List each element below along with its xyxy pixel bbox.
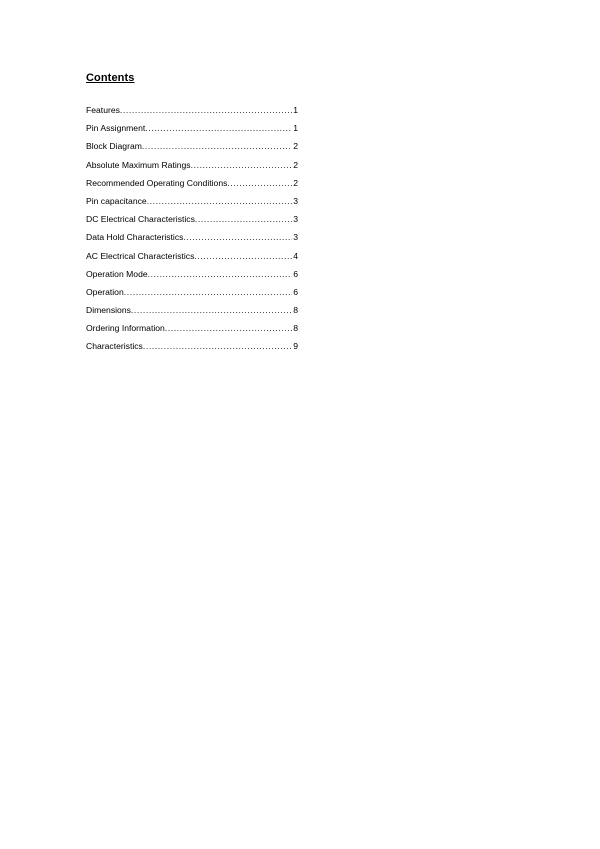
toc-entry-title: Absolute Maximum Ratings — [86, 159, 191, 170]
dot-leader — [143, 337, 292, 355]
toc-entry-title: AC Electrical Characteristics — [86, 250, 195, 261]
toc-entry-page: 2 — [293, 177, 298, 188]
dot-leader — [147, 192, 293, 210]
toc-entry-title: Data Hold Characteristics — [86, 232, 184, 243]
toc-entry-title: Recommended Operating Conditions — [86, 177, 228, 188]
toc-entry-title: Ordering Information — [86, 323, 165, 334]
toc-entry-block-diagram[interactable] — [86, 137, 298, 155]
toc-entry-dimensions[interactable] — [86, 301, 298, 319]
toc-entry-page: 6 — [293, 286, 298, 297]
toc-entry-ac-electrical-characteristics[interactable] — [86, 247, 298, 265]
toc-entry-title: Operation — [86, 286, 124, 297]
toc-entry-features[interactable] — [86, 101, 298, 119]
toc-entry-page: 4 — [293, 250, 298, 261]
toc-entry-data-hold-characteristics[interactable] — [86, 228, 298, 246]
toc-entry-page: 3 — [293, 214, 298, 225]
toc-entry-absolute-maximum-ratings[interactable] — [86, 156, 298, 174]
toc-entry-page: 8 — [293, 323, 298, 334]
toc-entry-title: Features — [86, 105, 120, 115]
toc-entry-recommended-operating-conditions[interactable] — [86, 174, 298, 192]
toc-entry-page: 1 — [293, 123, 298, 134]
toc-entry-ordering-information[interactable] — [86, 319, 298, 337]
dot-leader — [142, 137, 292, 155]
toc-entry-title: DC Electrical Characteristics — [86, 214, 195, 225]
dot-leader — [148, 265, 293, 283]
toc-entry-page: 1 — [293, 105, 298, 115]
toc-entry-title: Block Diagram — [86, 141, 142, 152]
toc-entry-page: 3 — [293, 195, 298, 206]
toc-entry-page: 3 — [293, 232, 298, 243]
toc-entry-page: 2 — [293, 159, 298, 170]
dot-leader — [165, 319, 292, 337]
toc-entry-operation[interactable] — [86, 283, 298, 301]
toc-entry-page: 9 — [293, 341, 298, 352]
dot-leader — [124, 283, 292, 301]
dot-leader — [194, 247, 292, 265]
dot-leader — [195, 210, 292, 228]
toc-entry-title: Pin Assignment — [86, 123, 146, 134]
toc-entry-page: 2 — [293, 141, 298, 152]
toc-entry-title: Dimensions — [86, 305, 131, 316]
toc-entry-title: Operation Mode — [86, 268, 148, 279]
toc-entry-pin-assignment[interactable] — [86, 119, 298, 137]
toc-heading: Contents — [86, 72, 135, 84]
dot-leader — [183, 228, 292, 246]
toc-entry-title: Pin capacitance — [86, 195, 147, 206]
dot-leader — [120, 101, 292, 119]
toc-entry-pin-capacitance[interactable] — [86, 192, 298, 210]
toc-entry-characteristics[interactable] — [86, 337, 298, 355]
toc-entry-operation-mode[interactable] — [86, 265, 298, 283]
toc-list — [86, 101, 298, 356]
dot-leader — [191, 156, 293, 174]
dot-leader — [145, 119, 292, 137]
toc-entry-dc-electrical-characteristics[interactable] — [86, 210, 298, 228]
toc-entry-page: 8 — [293, 305, 298, 316]
toc-entry-title: Characteristics — [86, 341, 143, 352]
dot-leader — [227, 174, 292, 192]
toc-entry-page: 6 — [293, 268, 298, 279]
dot-leader — [131, 301, 292, 319]
